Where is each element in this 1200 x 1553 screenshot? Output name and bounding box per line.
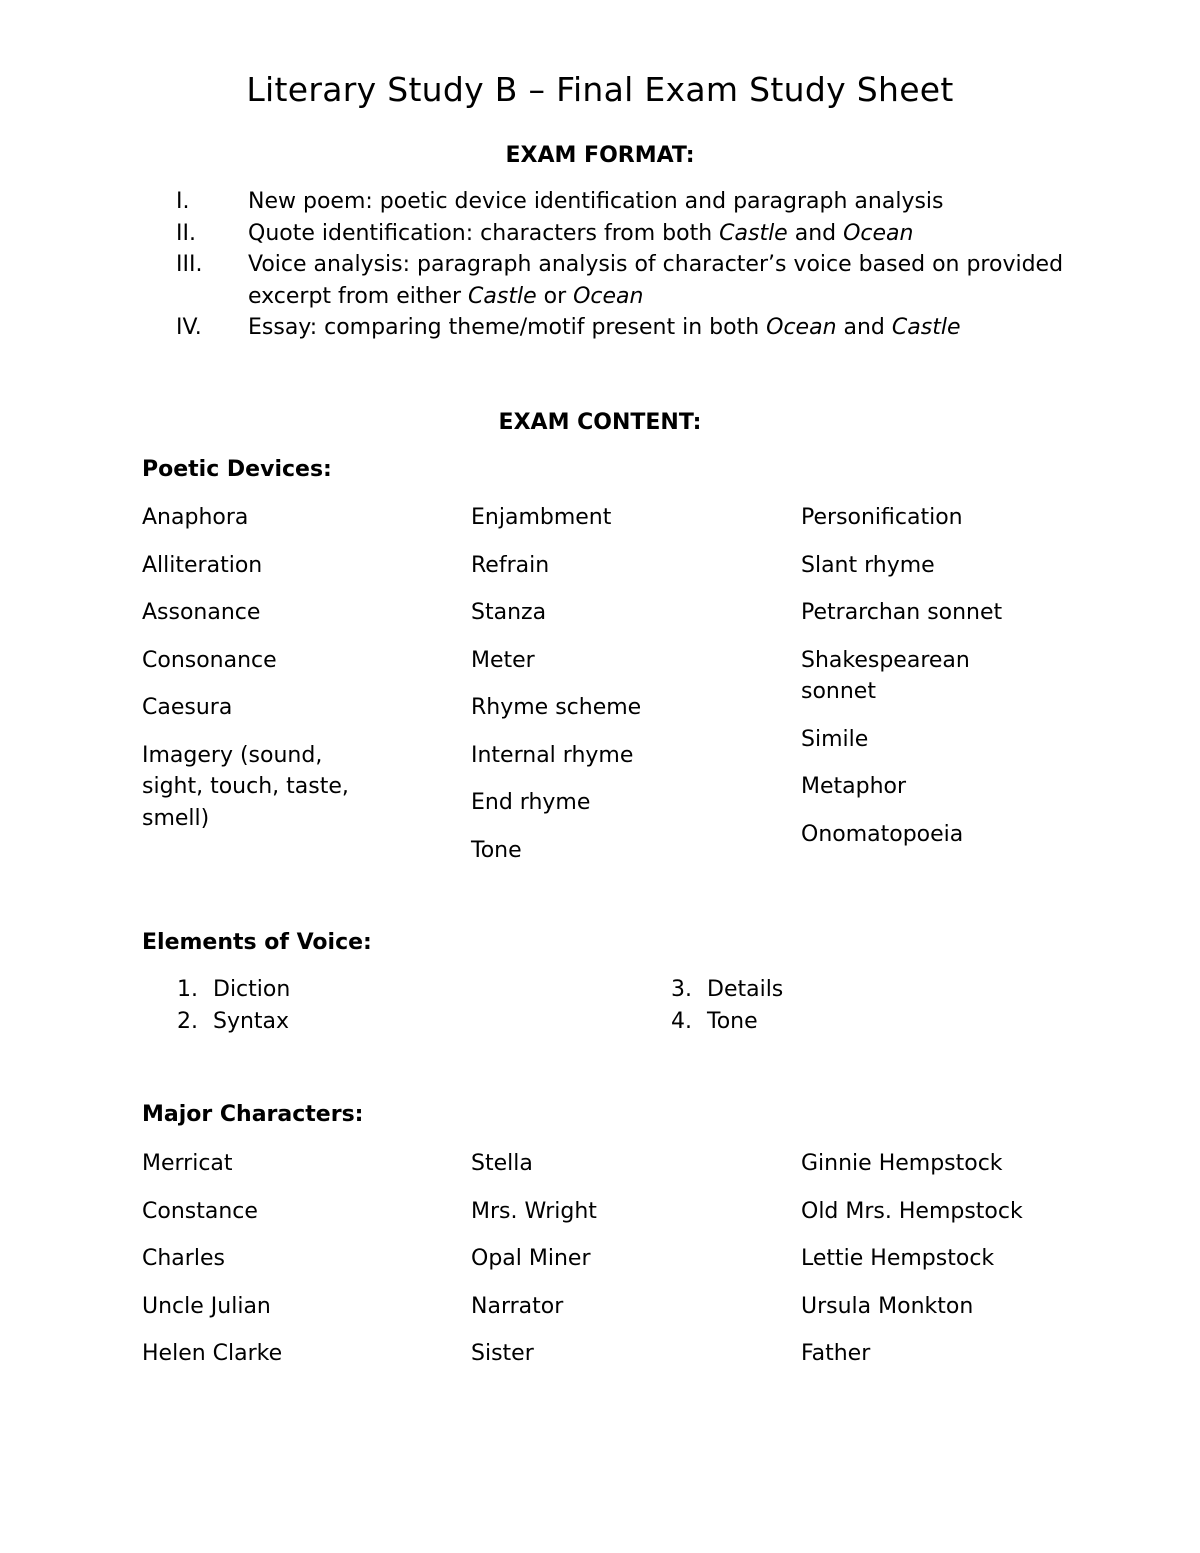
list-item: Ursula Monkton [801,1293,974,1319]
poetic-devices-label: Poetic Devices: [142,457,332,482]
elements-of-voice-label: Elements of Voice: [142,930,372,955]
list-item: Ginnie Hempstock [801,1151,1003,1176]
list-item: Merricat [142,1151,233,1176]
item-text: Voice analysis: paragraph analysis of character’s voice based on provided excerpt from either [248,252,1064,309]
item-text: Syntax [213,1008,290,1034]
list-item: Charles [142,1246,225,1271]
item-text: Essay: comparing theme/motif present in both [248,315,767,340]
italic-title: Castle [891,315,961,340]
italic-title: Castle [468,283,537,309]
item-text: Details [707,977,784,1002]
characters-column-1 [142,1148,442,1386]
list-item: Constance [142,1198,258,1224]
list-item: Shakespearean sonnet [801,647,970,704]
item-number: II. [176,220,196,246]
list-item: Old Mrs. Hempstock [801,1198,1023,1224]
list-item: Petrarchan sonnet [801,600,1003,625]
list-item: Refrain [471,552,550,578]
list-item: Assonance [142,600,261,625]
poetic-devices-column-1 [142,502,442,850]
list-item [671,1006,783,1038]
item-text: and [787,220,844,246]
exam-format-item [176,249,1076,312]
exam-format-list [176,186,1076,344]
list-item: Narrator [471,1293,564,1319]
characters-column-3 [801,1148,1101,1386]
voice-list-left [177,974,290,1037]
list-item: Tone [471,837,522,863]
page-title: Literary Study B – Final Exam Study Sheet [246,70,954,109]
item-text: Diction [213,977,291,1002]
item-number: III. [176,252,203,277]
item-number: I. [176,189,190,214]
poetic-devices-column-3 [801,502,1061,866]
list-item: Opal Miner [471,1246,591,1271]
list-item: Metaphor [801,774,907,799]
italic-title: Ocean [573,283,644,309]
exam-format-item [176,312,1076,344]
list-item: Mrs. Wright [471,1198,597,1224]
major-characters-label: Major Characters: [142,1102,364,1127]
item-number: 2. [177,1008,198,1034]
list-item: Lettie Hempstock [801,1246,995,1271]
italic-title: Ocean [843,220,914,246]
list-item [177,1006,290,1038]
item-text: or [536,283,574,309]
exam-content-heading: EXAM CONTENT: [498,410,702,435]
list-item: Stanza [471,600,547,625]
item-text: and [836,315,892,340]
list-item: Slant rhyme [801,552,935,578]
characters-column-2 [471,1148,771,1386]
list-item: Onomatopoeia [801,821,964,847]
italic-title: Castle [719,220,788,246]
item-number: IV. [176,315,202,340]
list-item: Meter [471,647,535,673]
item-text: Quote identification: characters from both [248,220,720,246]
item-text: Tone [707,1008,758,1034]
list-item: Stella [471,1151,533,1176]
voice-list-right [671,974,783,1037]
list-item: Caesura [142,695,233,720]
list-item: Father [801,1341,871,1366]
exam-format-item [176,218,1076,250]
item-text: New poem: poetic device identification and paragraph analysis [248,189,944,214]
list-item [671,974,783,1006]
poetic-devices-column-2 [471,502,771,882]
list-item: Enjambment [471,505,612,530]
list-item: Alliteration [142,552,263,578]
item-number: 3. [671,977,692,1002]
list-item: Uncle Julian [142,1293,271,1319]
list-item: Helen Clarke [142,1341,283,1366]
list-item: Personification [801,505,963,530]
list-item: Sister [471,1341,534,1366]
list-item: Anaphora [142,505,249,530]
list-item: Internal rhyme [471,742,634,768]
list-item: End rhyme [471,790,591,815]
list-item: Imagery (sound, sight, touch, taste, smell) [142,742,349,831]
italic-title: Ocean [766,315,837,340]
list-item: Rhyme scheme [471,695,642,720]
item-number: 1. [177,977,198,1002]
list-item [177,974,290,1006]
item-number: 4. [671,1008,692,1034]
exam-format-item [176,186,1076,218]
list-item: Simile [801,726,869,752]
exam-format-heading: EXAM FORMAT: [505,143,695,168]
list-item: Consonance [142,647,277,673]
